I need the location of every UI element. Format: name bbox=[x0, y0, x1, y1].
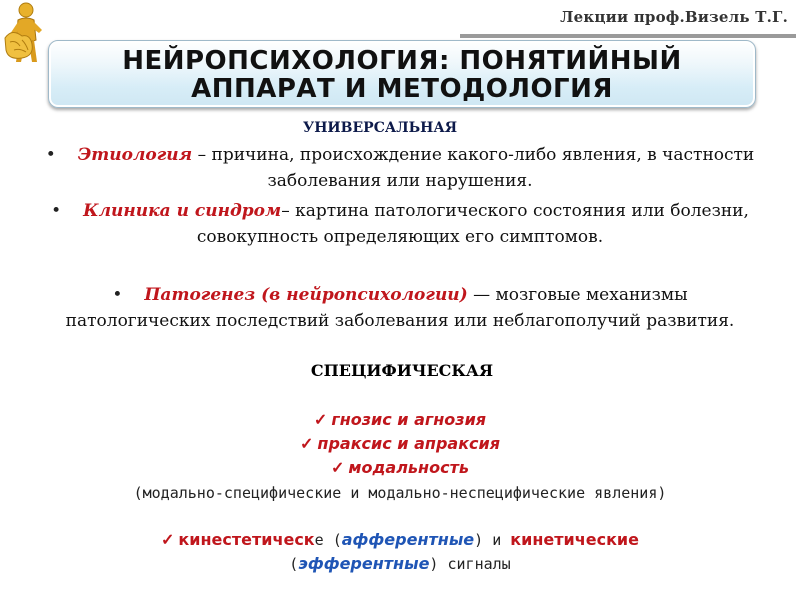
golden-figure-logo-icon bbox=[2, 0, 46, 82]
specific-heading: СПЕЦИФИЧЕСКАЯ bbox=[310, 361, 494, 380]
kinesthetic-term: кинестетическ bbox=[178, 530, 315, 549]
slide-title-line1: НЕЙРОПСИХОЛОГИЯ: ПОНЯТИЙНЫЙ bbox=[122, 46, 682, 76]
term-clinic-syndrome: Клиника и синдром bbox=[83, 201, 282, 221]
checkmark-icon: ✓ bbox=[313, 410, 328, 429]
bullet: • bbox=[45, 145, 56, 165]
open-paren: ( bbox=[289, 555, 299, 573]
specific-item-praxis-label: праксис и апраксия bbox=[317, 434, 501, 453]
slide-title-line2: АППАРАТ И МЕТОДОЛОГИЯ bbox=[191, 74, 613, 104]
checkmark-icon: ✓ bbox=[331, 458, 345, 477]
term-pathogenesis: Патогенез (в нейропсихологии) bbox=[144, 285, 468, 305]
title-banner bbox=[48, 40, 756, 108]
header-divider bbox=[460, 34, 796, 38]
specific-item-gnosis-label: гнозис и агнозия bbox=[331, 410, 487, 429]
bullet: • bbox=[112, 285, 123, 305]
specific-item-signals bbox=[60, 528, 740, 576]
specific-item-modality bbox=[60, 456, 740, 480]
term-etiology: Этиология bbox=[77, 145, 193, 165]
checkmark-icon: ✓ bbox=[299, 434, 314, 453]
close-paren-and: ) и bbox=[474, 531, 511, 549]
definition-pathogenesis: — мозговые механизмы патологических последствий заболевания или неблагополучий развития. bbox=[65, 285, 735, 331]
kinesthetic-ending: е bbox=[314, 531, 324, 549]
specific-item-praxis bbox=[60, 432, 740, 456]
kinetic-term: кинетические bbox=[510, 530, 639, 549]
slide-title bbox=[49, 47, 755, 103]
list-item-pathogenesis bbox=[40, 282, 760, 334]
universal-heading: УНИВЕРСАЛЬНАЯ bbox=[302, 120, 458, 136]
bullet: • bbox=[51, 201, 62, 221]
specific-item-modality-label: модальность bbox=[348, 458, 469, 477]
afferent-term: афферентные bbox=[341, 530, 475, 549]
signals-text: ) сигналы bbox=[429, 555, 511, 573]
list-item-etiology bbox=[40, 142, 760, 194]
checkmark-icon: ✓ bbox=[161, 530, 175, 549]
definition-etiology: – причина, происхождение какого-либо явления, в частности заболевания или нарушения. bbox=[192, 145, 755, 191]
definition-clinic-syndrome: – картина патологического состояния или болезни, совокупность определяющих его симптомов. bbox=[196, 201, 749, 247]
efferent-term: эфферентные bbox=[298, 554, 430, 573]
lecturer-caption: Лекции проф.Визель Т.Г. bbox=[560, 8, 788, 26]
modality-note: (модально-специфические и модально-неспецифические явления) bbox=[133, 484, 667, 502]
open-paren: ( bbox=[323, 531, 342, 549]
list-item-clinic-syndrome bbox=[40, 198, 760, 250]
specific-item-gnosis bbox=[60, 408, 740, 432]
